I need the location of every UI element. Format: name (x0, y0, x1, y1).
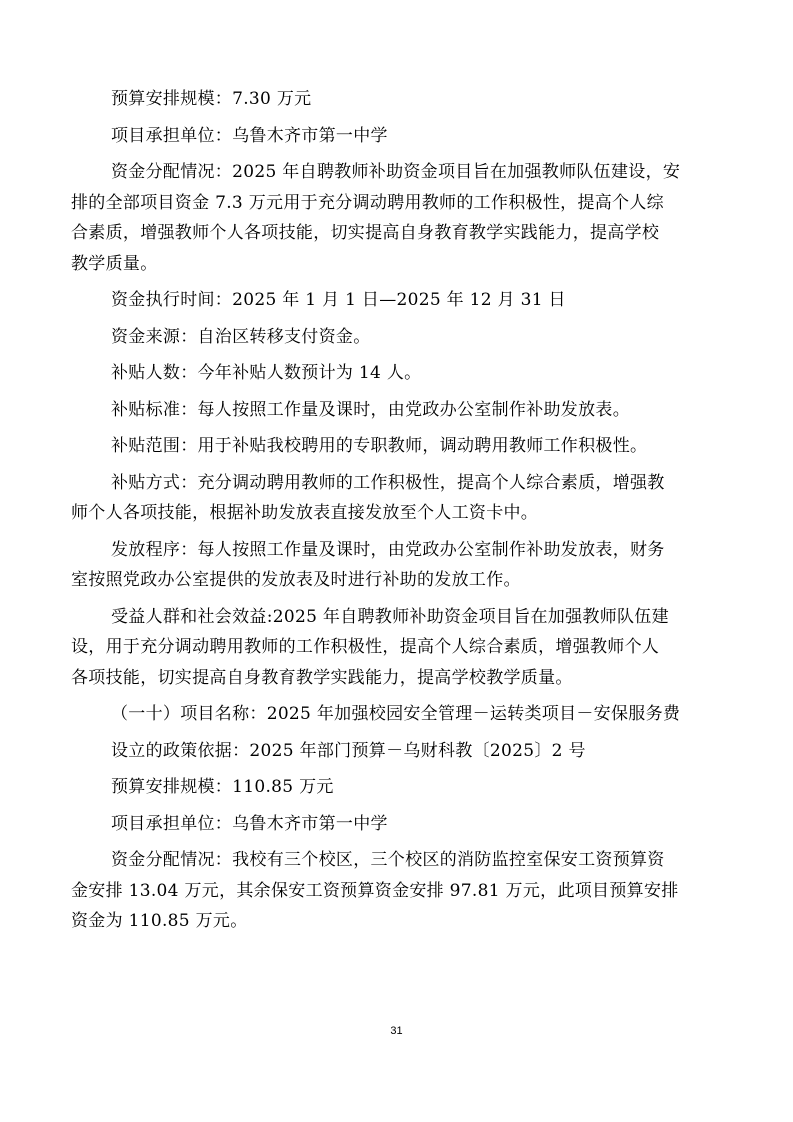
paragraph-first-line: 项目承担单位：乌鲁木齐市第一中学 (111, 125, 388, 146)
paragraph-first-line: 补贴范围：用于补贴我校聘用的专职教师，调动聘用教师工作积极性。 (111, 436, 648, 456)
paragraph-first-line: 项目承担单位：乌鲁木齐市第一中学 (111, 813, 388, 834)
paragraph-first-line: 补贴标准：每人按照工作量及课时，由党政办公室制作补助发放表。 (111, 399, 630, 420)
paragraph-first-line: 补贴方式：充分调动聘用教师的工作积极性，提高个人综合素质，增强教 (111, 472, 665, 493)
paragraph-first-line: 设立的政策依据：2025 年部门预算－乌财科教〔2025〕2 号 (111, 740, 586, 761)
paragraph-first-line: 资金分配情况：2025 年自聘教师补助资金项目旨在加强教师队伍建设，安 (111, 162, 681, 182)
paragraph-first-line: （一十）项目名称：2025 年加强校园安全管理－运转类项目－安保服务费 (111, 704, 681, 724)
paragraph-continuation-line: 师个人各项技能，根据补助发放表直接发放至个人工资卡中。 (71, 503, 539, 523)
paragraph-continuation-line: 资金为 110.85 万元。 (71, 911, 248, 931)
paragraph-continuation-line: 金安排 13.04 万元，其余保安工资预算资金安排 97.81 万元，此项目预算安排 (71, 880, 679, 901)
paragraph-continuation-line: 教学质量。 (71, 253, 158, 274)
paragraph-first-line: 受益人群和社会效益:2025 年自聘教师补助资金项目旨在加强教师队伍建 (111, 606, 669, 627)
document-body (71, 84, 711, 937)
paragraph-continuation-line: 各项技能，切实提高自身教育教学实践能力，提高学校教学质量。 (71, 667, 573, 688)
paragraph-first-line: 预算安排规模：7.30 万元 (111, 89, 312, 109)
paragraph-continuation-line: 合素质，增强教师个人各项技能，切实提高自身教育教学实践能力，提高学校 (71, 223, 660, 243)
paragraph-first-line: 资金分配情况：我校有三个校区，三个校区的消防监控室保安工资预算资 (111, 850, 665, 870)
paragraph-first-line: 补贴人数：今年补贴人数预计为 14 人。 (111, 363, 422, 383)
paragraph-continuation-line: 设，用于充分调动聘用教师的工作积极性，提高个人综合素质，增强教师个人 (71, 637, 660, 657)
paragraph-continuation-line: 排的全部项目资金 7.3 万元用于充分调动聘用教师的工作积极性，提高个人综 (71, 192, 664, 213)
paragraph-first-line: 资金来源：自治区转移支付资金。 (111, 326, 371, 347)
paragraph-first-line: 发放程序：每人按照工作量及课时，由党政办公室制作补助发放表，财务 (111, 539, 665, 560)
paragraph-first-line: 预算安排规模：110.85 万元 (111, 777, 334, 797)
page-number: 31 (390, 1025, 403, 1037)
paragraph-continuation-line: 室按照党政办公室提供的发放表及时进行补助的发放工作。 (71, 570, 521, 590)
paragraph-first-line: 资金执行时间：2025 年 1 月 1 日—2025 年 12 月 31 日 (111, 290, 566, 310)
